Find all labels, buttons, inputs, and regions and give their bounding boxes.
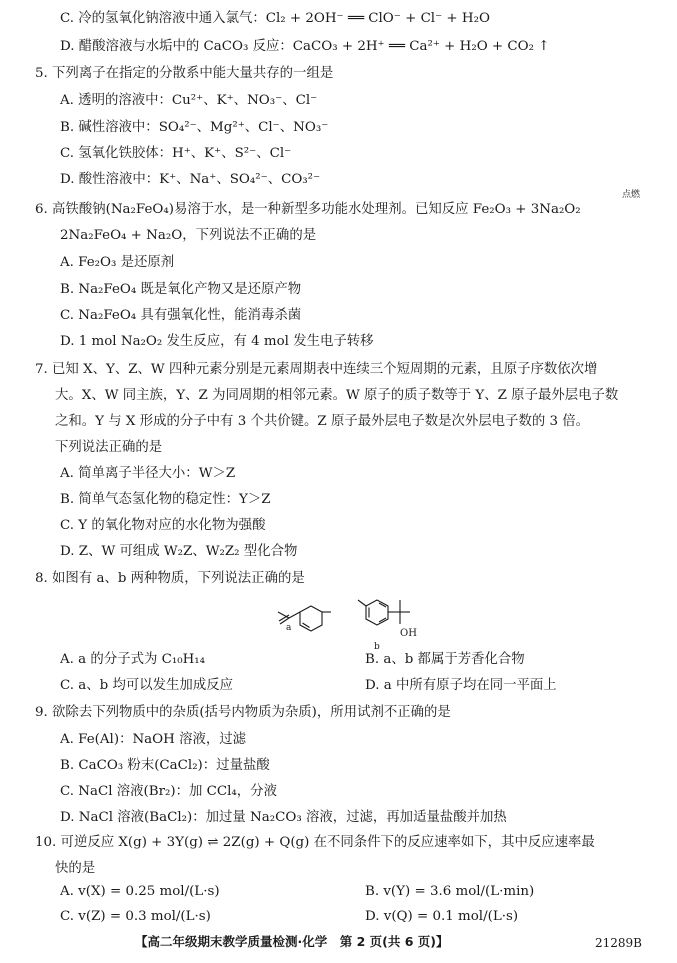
q10-option-a: A. v(X) = 0.25 mol/(L·s) <box>60 884 220 899</box>
q7-option-c: C. Y 的氧化物对应的水化物为强酸 <box>60 518 266 533</box>
q5-option-b: B. 碱性溶液中：SO₄²⁻、Mg²⁺、Cl⁻、NO₃⁻ <box>60 120 329 135</box>
q5-option-a: A. 透明的溶液中：Cu²⁺、K⁺、NO₃⁻、Cl⁻ <box>60 93 318 108</box>
q5-option-c: C. 氢氧化铁胶体：H⁺、K⁺、S²⁻、Cl⁻ <box>60 146 292 161</box>
q10-option-d: D. v(Q) = 0.1 mol/(L·s) <box>365 909 519 924</box>
page-footer-code: 21289B <box>595 936 642 950</box>
q6-option-a: A. Fe₂O₃ 是还原剂 <box>60 255 175 270</box>
q9-option-a: A. Fe(Al)：NaOH 溶液，过滤 <box>60 732 247 747</box>
q7-option-d: D. Z、W 可组成 W₂Z、W₂Z₂ 型化合物 <box>60 544 298 559</box>
q10-option-c: C. v(Z) = 0.3 mol/(L·s) <box>60 909 211 924</box>
q6-stem-line1: 6. 高铁酸钠(Na₂FeO₄)易溶于水，是一种新型多功能水处理剂。已知反应 Fe₂O₃ + 3Na₂O₂ <box>35 202 581 217</box>
q10-stem-line2: 快的是 <box>55 861 96 876</box>
q6-option-d: D. 1 mol Na₂O₂ 发生反应，有 4 mol 发生电子转移 <box>60 334 374 349</box>
q7-stem-line2: 大。X、W 同主族，Y、Z 为同周期的相邻元素。W 原子的质子数等于 Y、Z 原子最外层电子数 <box>55 388 619 403</box>
q4-option-c: C. 冷的氢氧化钠溶液中通入氯气：Cl₂ + 2OH⁻ ══ ClO⁻ + Cl⁻ + H₂O <box>60 11 490 26</box>
q8-stem: 8. 如图有 a、b 两种物质，下列说法正确的是 <box>35 571 305 586</box>
molecule-b-label: b <box>374 642 380 652</box>
page-footer-title: 【高二年级期末教学质量检测·化学 第 2 页(共 6 页)】 <box>135 934 449 949</box>
hydroxyl-label: OH <box>400 628 417 639</box>
q8-option-d: D. a 中所有原子均在同一平面上 <box>365 678 557 693</box>
q9-option-b: B. CaCO₃ 粉末(CaCl₂)：过量盐酸 <box>60 758 270 773</box>
q7-option-a: A. 简单离子半径大小：W＞Z <box>60 466 236 481</box>
q7-stem-line4: 下列说法正确的是 <box>55 440 163 455</box>
q8-option-b: B. a、b 都属于芳香化合物 <box>365 652 525 667</box>
molecule-a-label: a <box>286 623 292 633</box>
q5-stem: 5. 下列离子在指定的分散系中能大量共存的一组是 <box>35 66 334 81</box>
molecule-figure <box>250 592 450 654</box>
q8-option-c: C. a、b 均可以发生加成反应 <box>60 678 233 693</box>
q10-stem-line1: 10. 可逆反应 X(g) + 3Y(g) ⇌ 2Z(g) + Q(g) 在不同条件下的反应速率如下，其中反应速率最 <box>35 835 595 850</box>
q9-option-c: C. NaCl 溶液(Br₂)：加 CCl₄，分液 <box>60 784 277 799</box>
q7-stem-line1: 7. 已知 X、Y、Z、W 四种元素分别是元素周期表中连续三个短周期的元素，且原子序数依次增 <box>35 362 598 377</box>
q7-option-b: B. 简单气态氢化物的稳定性：Y＞Z <box>60 492 271 507</box>
q9-stem: 9. 欲除去下列物质中的杂质(括号内物质为杂质)，所用试剂不正确的是 <box>35 705 451 720</box>
q6-condition-label: 点燃 <box>622 190 641 200</box>
q6-option-b: B. Na₂FeO₄ 既是氧化产物又是还原产物 <box>60 282 302 297</box>
q9-option-d: D. NaCl 溶液(BaCl₂)：加过量 Na₂CO₃ 溶液，过滤，再加适量盐酸并加热 <box>60 810 507 825</box>
q10-option-b: B. v(Y) = 3.6 mol/(L·min) <box>365 884 535 899</box>
q6-option-c: C. Na₂FeO₄ 具有强氧化性，能消毒杀菌 <box>60 308 302 323</box>
q7-stem-line3: 之和。Y 与 X 形成的分子中有 3 个共价键。Z 原子最外层电子数是次外层电子数的 3 倍。 <box>55 414 590 429</box>
q8-option-a: A. a 的分子式为 C₁₀H₁₄ <box>60 652 206 667</box>
molecule-b-structure <box>358 600 410 625</box>
q6-stem-line2: 2Na₂FeO₄ + Na₂O，下列说法不正确的是 <box>60 228 317 243</box>
q4-option-d: D. 醋酸溶液与水垢中的 CaCO₃ 反应：CaCO₃ + 2H⁺ ══ Ca²⁺ + H₂O + CO₂ ↑ <box>60 39 550 54</box>
q5-option-d: D. 酸性溶液中：K⁺、Na⁺、SO₄²⁻、CO₃²⁻ <box>60 172 321 187</box>
